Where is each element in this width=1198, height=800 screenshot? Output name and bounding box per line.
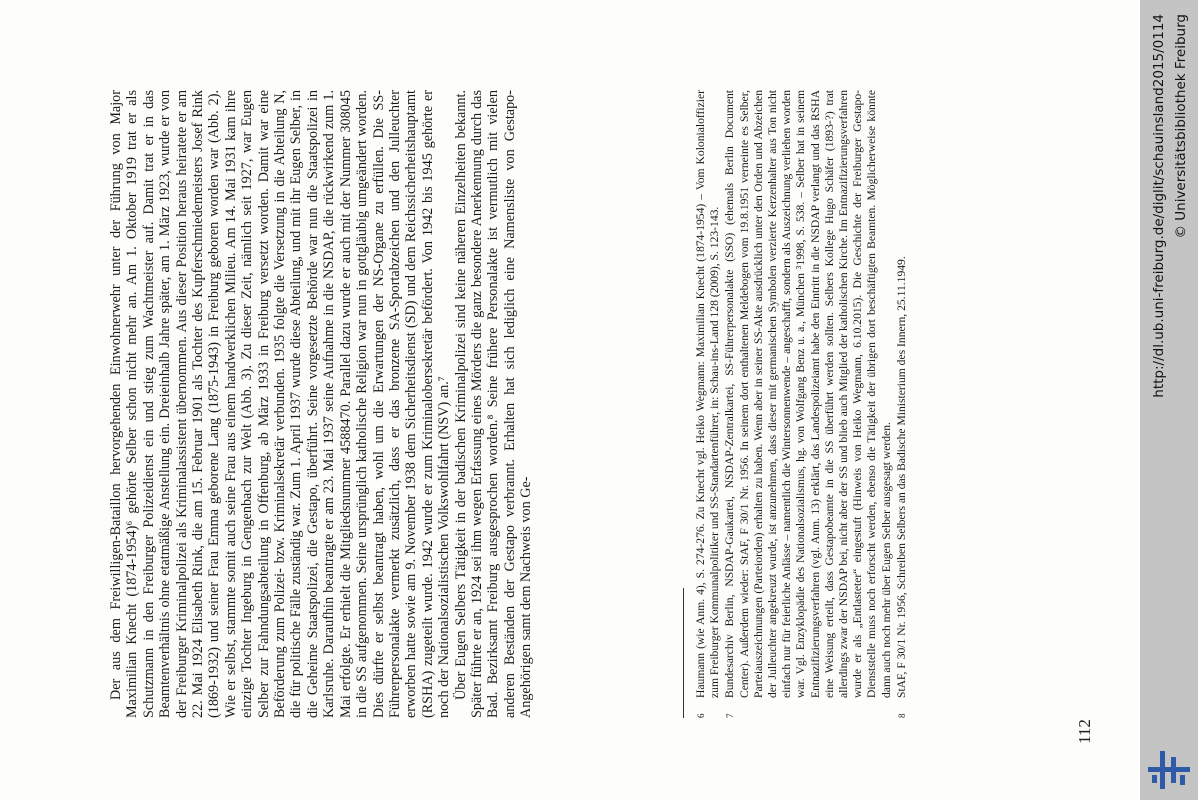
page-number: 112 <box>1075 719 1094 744</box>
paragraph-1: Der aus dem Freiwilligen-Bataillon hervorgehenden Einwohnerwehr unter der Führung von Major Maximilian Knecht (1874-1954)⁶ gehörte Selber schon nicht mehr an. Am 1. Oktober 1919 trat er als Schutzmann in den Freiburger Polizeidienst ein und stieg zum Wachtmeister auf. Damit trat er in das Beamtenverhältnis ohne etatmäßige Anstellung ein. Dreieinhalb Jahre später, am 1. März 1923, wurde er von der Freiburger Kriminalpolizei als Kriminalassistent übernommen. Aus dieser Position heraus heiratete er am 22. Mai 1924 Elisabeth Rink, die am 15. Februar 1901 als Tochter des Kupferschmiedemeisters Josef Rink (1869-1932) und seiner Frau Emma geborene Lang (1875-1943) in Freiburg geboren worden war (Abb. 2). Wie er selbst, stammte somit auch seine Frau aus einem handwerklichen Milieu. Am 14. Mai 1931 kam ihre einzige Tochter Ingeburg in Gengenbach zur Welt (Abb. 3). Zu dieser Zeit, nämlich seit 1927, war Eugen Selber zur Fahndungsabteilung in Offenburg, ab März 1933 in Freiburg versetzt worden. Damit war eine Beförderung zum Polizei- bzw. Kriminalsekretär verbunden. 1935 folgte die Versetzung in die Abteilung N, die für politische Fälle zuständig war. Zum 1. April 1937 wurde diese Abteilung, und mit ihr Eugen Selber, in die Geheime Staatspolizei, die Gestapo, überführt. Seine vorgesetzte Behörde war nun die Staatspolizei in Karlsruhe. Daraufhin beantragte er am 23. Mai 1937 seine Aufnahme in die NSDAP, die rückwirkend zum 1. Mai erfolgte. Er erhielt die Mitgliedsnummer 4588470. Parallel dazu wurde er auch mit der Nummer 308045 in die SS aufgenommen. Seine ursprünglich katholische Religion war nun in gottgläubig umgeändert worden. Dies dürfte er selbst beantragt haben, wohl um die Erwartungen der NS-Organe zu erfüllen. Die SS-Führerpersonalakte vermerkt zusätzlich, dass er das bronzene SA-Sportabzeichen und den Julleuchter erworben hatte sowie am 9. November 1938 dem Sicherheitsdienst (SD) und dem Reichssicherheitshauptamt (RSHA) zugeteilt wurde. 1942 wurde er zum Kriminalobersekretär befördert. Von 1942 bis 1945 gehörte er noch der Nationalsozialistischen Volkswohlfahrt (NSV) an.⁷ <box>108 90 453 718</box>
footnote-text: StAF, F 30/1 Nr. 1956, Schreiben Selbers an das Badische Ministerium des Innern, 25.11.1949. <box>894 256 908 698</box>
library-sidebar <box>1140 0 1198 800</box>
footnotes <box>694 90 910 718</box>
footnote-6 <box>694 90 722 718</box>
footnote-text: Haumann (wie Anm. 4), S. 274-276. Zu Knecht vgl. Heiko Wegmann: Maximilian Knecht (1874-1954) – Vom Kolonialoffizier zum Freiburger Kommunalpolitiker und SS-Standartenführer, in: Schau-ins-Land 128 (2009), S. 123-143. <box>694 90 722 698</box>
footnote-divider <box>683 588 684 718</box>
footnote-number: 7 <box>725 713 736 718</box>
paragraph-2: Über Eugen Selbers Tätigkeit in der badischen Kriminalpolizei sind keine näheren Einzelheiten bekannt. Später führte er an, 1924 sei ihm wegen Erfassung eines Mörders die ganz besondere Anerkennung durch das Bad. Bezirksamt Freiburg ausgesprochen worden.⁸ Seine frühere Personalakte ist vermutlich mit vielen anderen Beständen der Gestapo verbrannt. Erhalten hat sich lediglich eine Namensliste von Gestapo-Angehörigen samt dem Nachweis von Ge- <box>452 90 535 718</box>
footnote-number: 8 <box>896 713 907 718</box>
sidebar-text <box>1140 0 1198 740</box>
permalink-url[interactable]: http://dl.ub.uni-freiburg.de/diglit/schauinsland2015/0114 <box>1151 14 1167 398</box>
footnote-number: 6 <box>696 713 706 718</box>
footnote-8 <box>895 90 909 718</box>
footnote-text: Bundesarchiv Berlin, NSDAP-Gaukartei, NSDAP-Zentralkartei, SS-Führerpersonalakte (SSO) (ehemals Berlin Document Center). Außerdem wieder: StAF, F 30/1 Nr. 1956. In seinem dort enthaltenen Meldebogen vom 19.8.1951 verneinte es Selber, Parteiauszeichnungen (Parteiorden) erhalten zu haben. Wenn aber in seiner SS-Akte ausdrücklich unter den Orden und Abzeichen der Julleuchter angekreuzt wurde, ist anzunehmen, dass dieser mit germanischen Symbolen verzierte Kerzenhalter aus Ton nicht einfach nur für feierliche Anlässe – namentlich die Wintersonnenwende – angeschafft, sondern als Auszeichnung verliehen worden war. Vgl. Enzyklopädie des Nationalsozialismus, hg. von Wolfgang Benz u. a., München ³1998, S. 538. – Selber hat in seinem Entnazifizierungsverfahren (vgl. Anm. 13) erklärt, das Landespolizeiamt habe den Eintritt in die NSDAP verlangt und das RSHA eine Weisung erteilt, dass Gestapobeamte in die SS überführt werden sollten. Selbers Kollege Hugo Schäfer (1893-?) trat allerdings zwar der NSDAP bei, nicht aber der SS und blieb auch Mitglied der katholischen Kirche. Im Entnazifizierungsverfahren wurde er als „Entlasteter“ eingestuft (Hinweis von Heiko Wegmann, 6.10.2015). Die Geschichte der Freiburger Gestapo-Dienststelle muss noch erforscht werden, ebenso die Tätigkeit der übrigen dort beschäftigten Beamten. Möglicherweise könnte dann auch noch mehr über Eugen Selber ausgesagt werden. <box>723 90 893 698</box>
copyright-notice: © Universitätsbibliothek Freiburg <box>1173 14 1189 239</box>
ub-freiburg-logo-icon <box>1144 745 1194 795</box>
footnote-7 <box>723 90 893 718</box>
body-text <box>108 90 535 718</box>
